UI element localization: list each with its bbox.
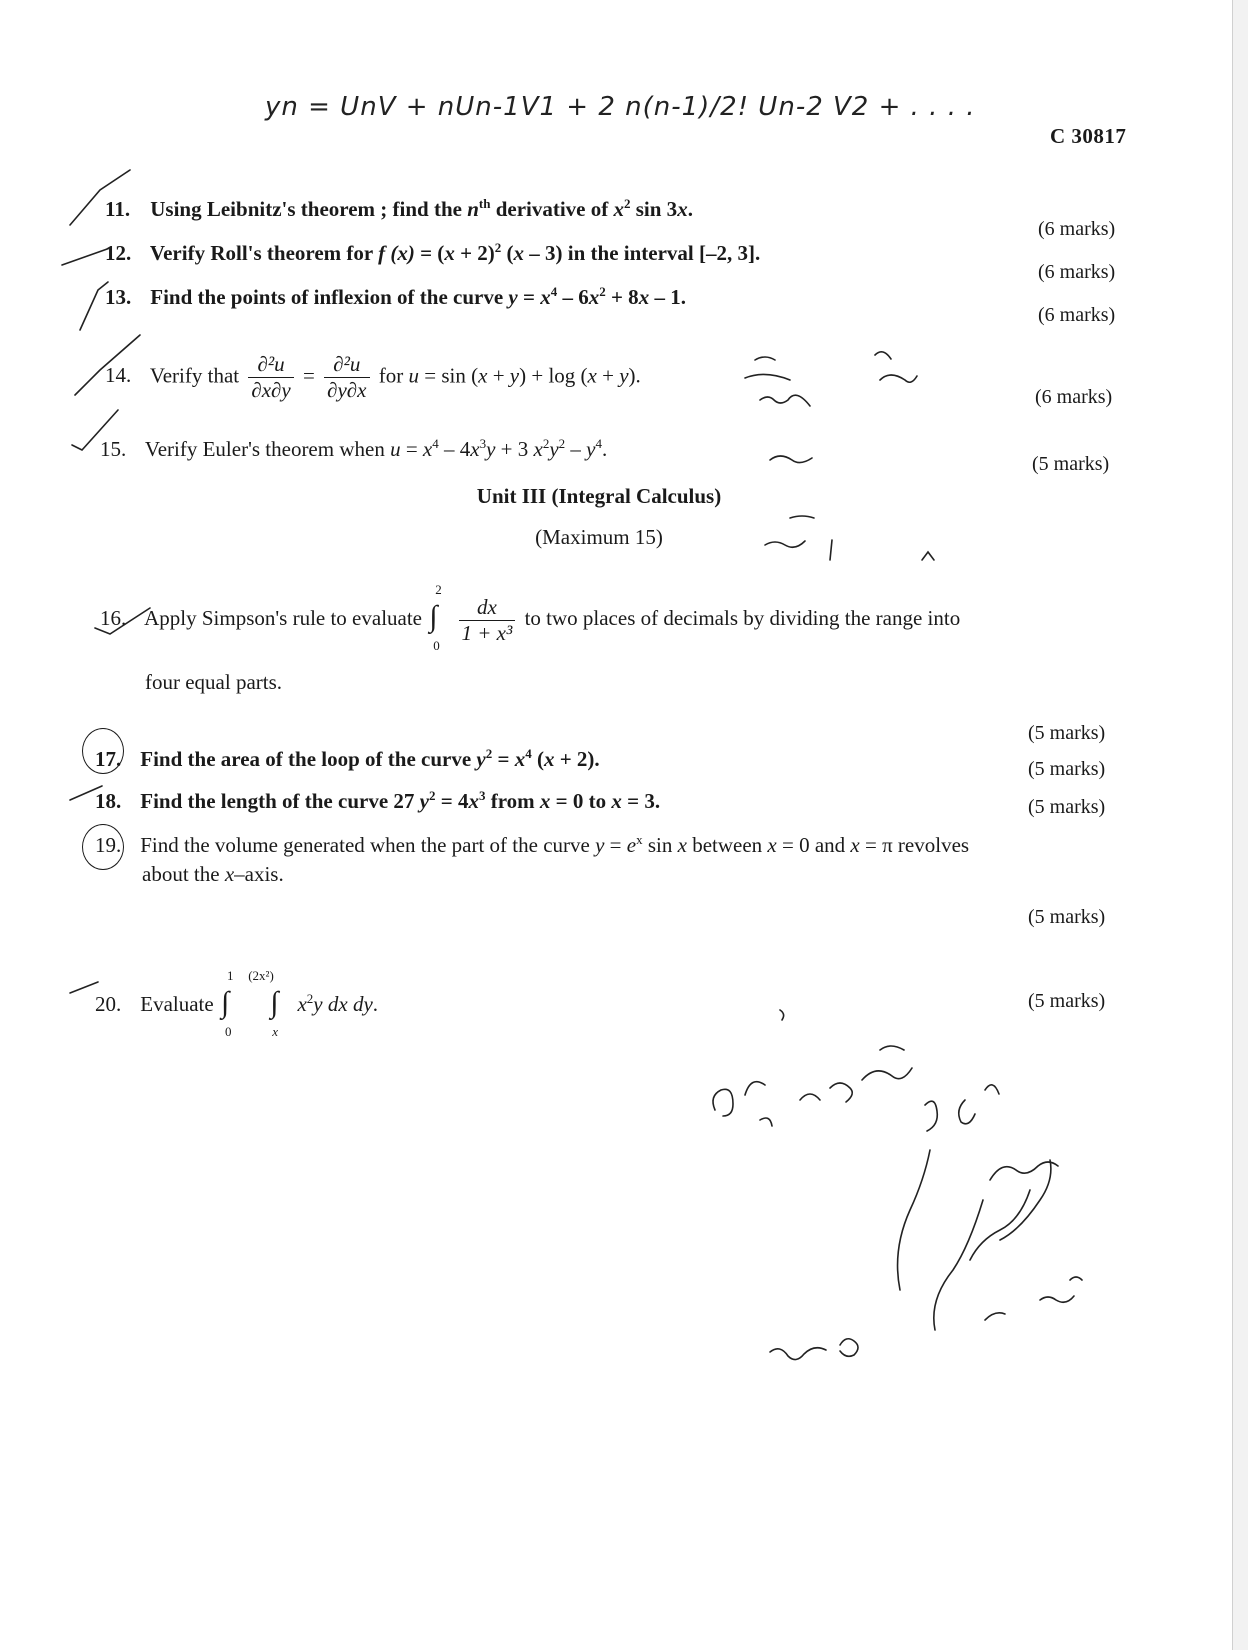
question-19-continued: about the x–axis. bbox=[142, 862, 284, 886]
outer-integral-sign: 1 ∫ 0 bbox=[220, 968, 234, 1039]
integrand-fraction: $\frac{dx}{\text{1 + x³}}$ bbox=[459, 595, 516, 646]
question-16: 16. Apply Simpson's rule to evaluate 2 ∫ 0 $\frac{dx}{\text{1 + x³}}$ to two places of decimals by dividing the range into bbox=[100, 582, 961, 653]
unit-maximum: (Maximum 15) bbox=[535, 525, 663, 549]
handwritten-formula: yn = UnV + nUn-1V1 + 2 n(n-1)/2! Un-2 V2 + . . . . bbox=[265, 92, 976, 122]
question-12: 12. Verify Roll's theorem for f $(x) = (x + 2)^2$ (x – 3) in the interval [–2, 3]. bbox=[105, 240, 761, 265]
unit-title: Unit III (Integral Calculus) bbox=[476, 484, 722, 508]
integral-sign: 2 ∫ 0 bbox=[429, 582, 442, 653]
marks-12: (6 marks) bbox=[1038, 261, 1116, 283]
marks-20: (5 marks) bbox=[1028, 990, 1106, 1012]
marks-18: (5 marks) bbox=[1028, 796, 1106, 818]
marks-15: (5 marks) bbox=[1032, 453, 1110, 475]
marks-19: (5 marks) bbox=[1028, 906, 1106, 928]
marks-13: (6 marks) bbox=[1038, 304, 1116, 326]
paper-code: C 30817 bbox=[1050, 124, 1127, 148]
question-14: 14. Verify that $\frac{\text{∂²u}}{\partial x\partial y}$ = $\frac{\text{∂²u}}{\partial y\partial x}$ for u = sin (x + y) + log (x + y). bbox=[105, 352, 641, 402]
partial-fraction-1: $\frac{\text{∂²u}}{\partial x\partial y}$ bbox=[248, 352, 293, 403]
marks-11: (6 marks) bbox=[1038, 218, 1116, 240]
marks-16: (5 marks) bbox=[1028, 722, 1106, 744]
question-20: 20. Evaluate 1 ∫ 0 (2x²) ∫ x $x^2y$ dx dy. bbox=[95, 968, 379, 1039]
partial-fraction-2: $\frac{\text{∂²u}}{\partial y\partial x}$ bbox=[324, 352, 369, 403]
question-19: 19. Find the volume generated when the part of the curve $y = e^x$ sin x between x = 0 and x = π revolves bbox=[95, 832, 970, 857]
question-13: 13. Find the points of inflexion of the curve $y = x^4 - 6x^2 + 8x - 1$. bbox=[105, 284, 686, 309]
question-17: 17. Find the area of the loop of the curve $y^2 = x^4$ (x + 2). bbox=[95, 746, 600, 771]
question-11: 11. Using Leibnitz's theorem ; find the $n^{th}$ derivative of $x^2$ sin 3x. bbox=[105, 196, 693, 221]
question-18: 18. Find the length of the curve 27 $y^2 = 4x^3$ from x = 0 to x = 3. bbox=[95, 788, 661, 813]
question-15: 15. Verify Euler's theorem when $u = x^4 - 4x^3y + 3$ $x^2y^2 - y^4$. bbox=[100, 436, 608, 461]
marks-17: (5 marks) bbox=[1028, 758, 1106, 780]
marks-14: (6 marks) bbox=[1035, 386, 1113, 408]
question-16-continued: four equal parts. bbox=[145, 670, 283, 694]
inner-integral-sign: (2x²) ∫ x bbox=[248, 968, 279, 1039]
